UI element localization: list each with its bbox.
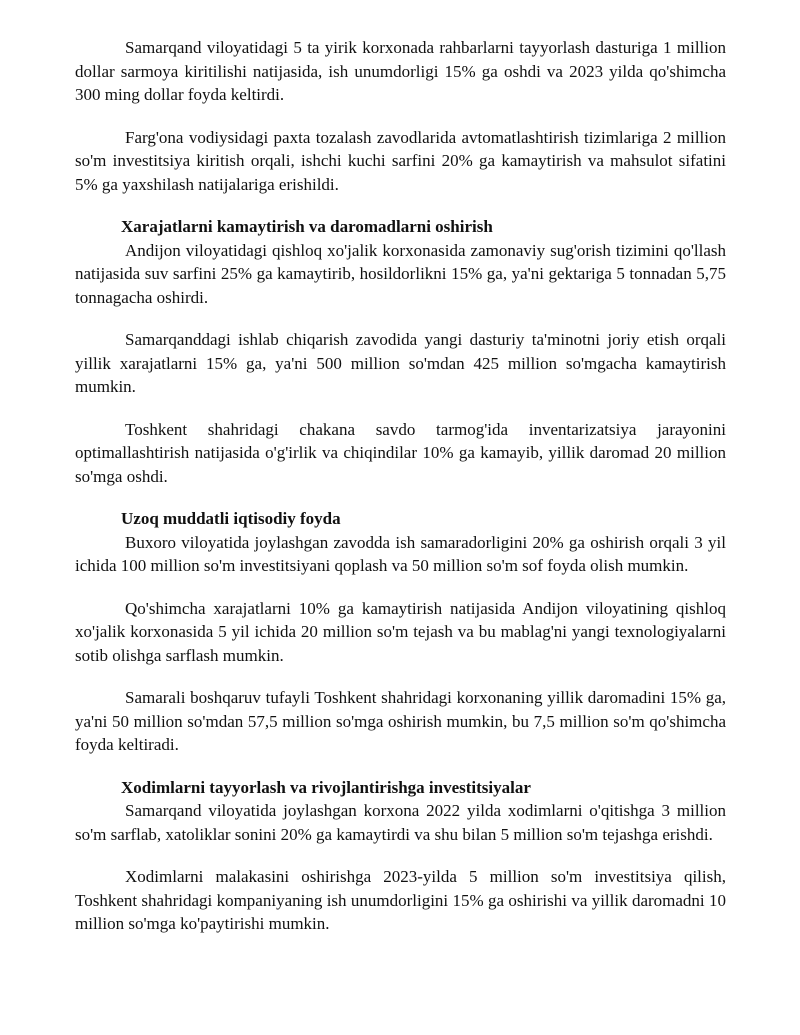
paragraph: Xodimlarni malakasini oshirishga 2023-yilda 5 million so'm investitsiya qilish, Toshkent shahridagi kompaniyaning ish unumdorligini 15% ga oshirishi va yillik daromadni 10 million so'mga ko'paytirishi mumkin.: [75, 867, 726, 933]
paragraph: Samarqand viloyatida joylashgan korxona 2022 yilda xodimlarni o'qitishga 3 million so'm sarflab, xatoliklar sonini 20% ga kamaytirdi va shu bilan 5 million so'm tejashga erishdi.: [75, 801, 726, 844]
section-heading: Xodimlarni tayyorlash va rivojlantirishga investitsiyalar: [121, 777, 531, 797]
paragraph: Qo'shimcha xarajatlarni 10% ga kamaytirish natijasida Andijon viloyatining qishloq xo'jalik korxonasida 5 yil ichida 20 million so'm tejash va bu mablag'ni yangi texnologiyalarni sotib olishga sarflash mumkin.: [75, 598, 726, 665]
paragraph: Farg'ona vodiysidagi paxta tozalash zavodlarida avtomatlashtirish tizimlariga 2 million so'm investitsiya kiritish orqali, ishchi kuchi sarfini 20% ga kamaytirish va mahsulot sifatini 5% ga yaxshilash natijalariga erishildi.: [75, 127, 726, 194]
paragraph: Samarqanddagi ishlab chiqarish zavodida yangi dasturiy ta'minotni joriy etish orqali yillik xarajatlarni 15% ga, ya'ni 500 million so'mdan 425 million so'mgacha kamaytirish mumkin.: [75, 330, 726, 396]
paragraph: Buxoro viloyatida joylashgan zavodda ish samaradorligini 20% ga oshirish orqali 3 yil ichida 100 million so'm investitsiyani qoplash va 50 million so'm sof foyda olish mumkin.: [75, 532, 726, 575]
paragraph: Andijon viloyatidagi qishloq xo'jalik korxonasida zamonaviy sug'orish tizimini qo'llash natijasida suv sarfini 25% ga kamaytirib, hosildorlikni 15% ga, ya'ni gektariga 5 tonnadan 5,75 tonnagacha oshirdi.: [75, 240, 726, 307]
paragraph: Toshkent shahridagi chakana savdo tarmog'ida inventarizatsiya jarayonini optimallashtirish natijasida o'g'irlik va chiqindilar 10% ga kamayib, yillik daromad 20 million so'mga oshdi.: [75, 419, 726, 486]
section-heading: Uzoq muddatli iqtisodiy foyda: [121, 509, 341, 528]
paragraph: Samarali boshqaruv tufayli Toshkent shahridagi korxonaning yillik daromadini 15% ga, ya'ni 50 million so'mdan 57,5 million so'mga oshirish mumkin, bu 7,5 million so'm qo'shimcha foyda keltiradi.: [75, 688, 726, 754]
section-heading: Xarajatlarni kamaytirish va daromadlarni oshirish: [121, 217, 493, 236]
paragraph: Samarqand viloyatidagi 5 ta yirik korxonada rahbarlarni tayyorlash dasturiga 1 million dollar sarmoya kiritilishi natijasida, ish unumdorligi 15% ga oshdi va 2023 yilda qo'shimcha 300 ming dollar foyda keltirdi.: [75, 38, 726, 104]
document-page: [75, 36, 726, 936]
